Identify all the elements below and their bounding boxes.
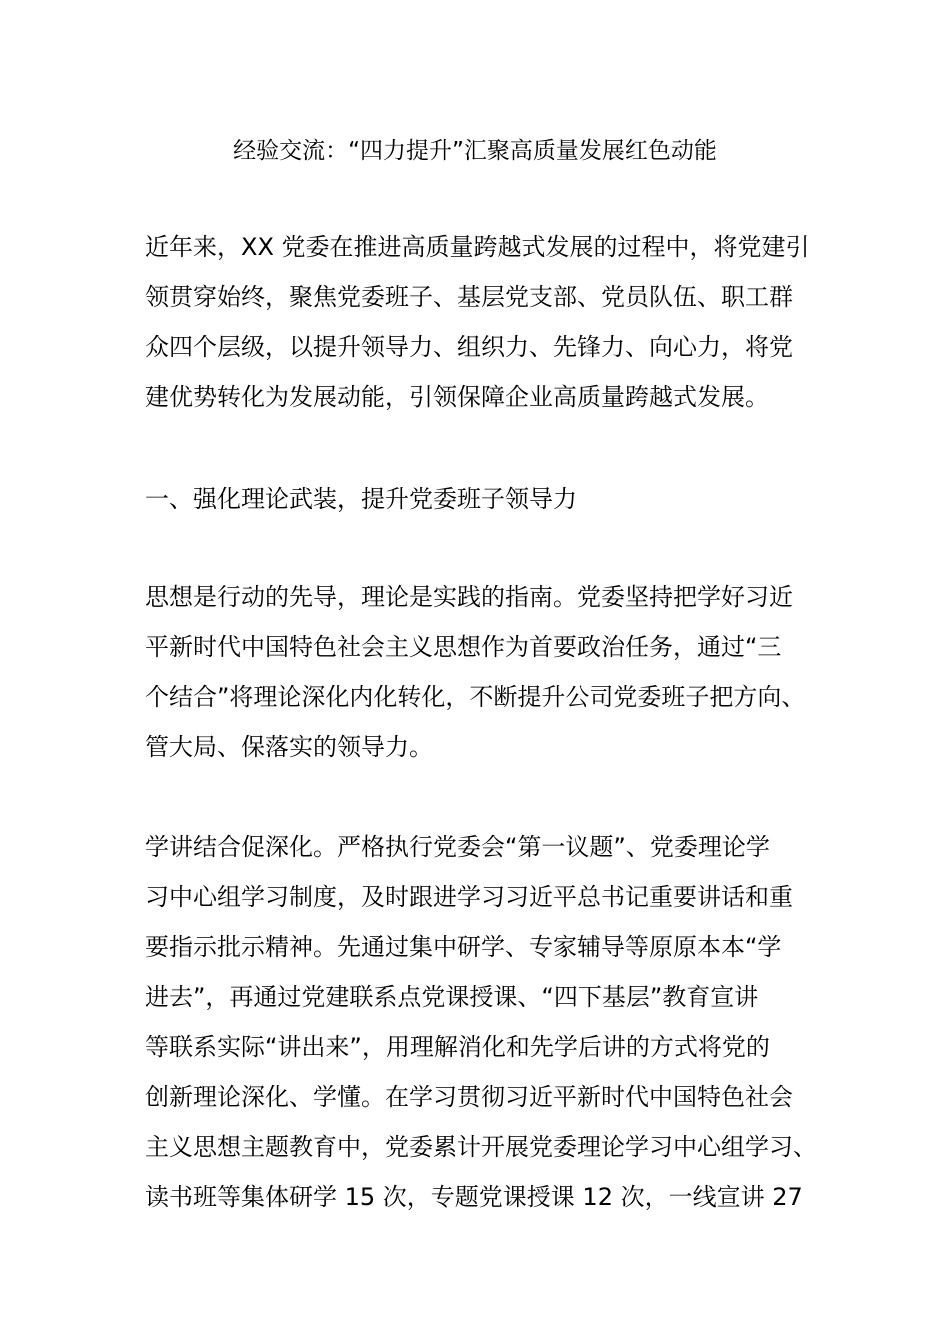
intro-line-4: 建优势转化为发展动能，引领保障企业高质量跨越式发展。 bbox=[145, 383, 769, 411]
sub-line-4: 进去”，再通过党建联系点党课授课、“四下基层”教育宣讲 bbox=[145, 983, 759, 1011]
section-1-line-4: 管大局、保落实的领导力。 bbox=[145, 733, 433, 761]
section-1-heading: 一、强化理论武装，提升党委班子领导力 bbox=[145, 485, 577, 513]
intro-paragraph bbox=[145, 222, 825, 422]
section-1-paragraph bbox=[145, 572, 825, 772]
section-1-line-1: 思想是行动的先导，理论是实践的指南。党委坚持把学好习近 bbox=[145, 583, 793, 611]
sub-line-2: 习中心组学习制度，及时跟进学习习近平总书记重要讲话和重 bbox=[145, 883, 793, 911]
section-1-line-3: 个结合”将理论深化内化转化，不断提升公司党委班子把方向、 bbox=[145, 683, 806, 711]
document-title: 经验交流：“四力提升”汇聚高质量发展红色动能 bbox=[233, 138, 717, 164]
intro-line-1: 近年来，XX 党委在推进高质量跨越式发展的过程中，将党建引 bbox=[145, 233, 810, 261]
section-1-line-2: 平新时代中国特色社会主义思想作为首要政治任务，通过“三 bbox=[145, 633, 782, 661]
sub-line-6: 创新理论深化、学懂。在学习贯彻习近平新时代中国特色社会 bbox=[145, 1083, 793, 1111]
intro-line-3: 众四个层级，以提升领导力、组织力、先锋力、向心力，将党 bbox=[145, 333, 793, 361]
sub-line-8: 读书班等集体研学 15 次，专题党课授课 12 次，一线宣讲 27 bbox=[145, 1183, 803, 1211]
sub-line-7: 主义思想主题教育中，党委累计开展党委理论学习中心组学习、 bbox=[145, 1133, 817, 1161]
sub-line-3: 要指示批示精神。先通过集中研学、专家辅导等原原本本“学 bbox=[145, 933, 782, 961]
section-1-sub-paragraph bbox=[145, 822, 825, 1222]
section-1-heading-block bbox=[145, 474, 825, 524]
sub-line-1: 学讲结合促深化。严格执行党委会“第一议题”、党委理论学 bbox=[145, 833, 770, 861]
intro-line-2: 领贯穿始终，聚焦党委班子、基层党支部、党员队伍、职工群 bbox=[145, 283, 793, 311]
sub-line-5: 等联系实际“讲出来”，用理解消化和先学后讲的方式将党的 bbox=[145, 1033, 770, 1061]
